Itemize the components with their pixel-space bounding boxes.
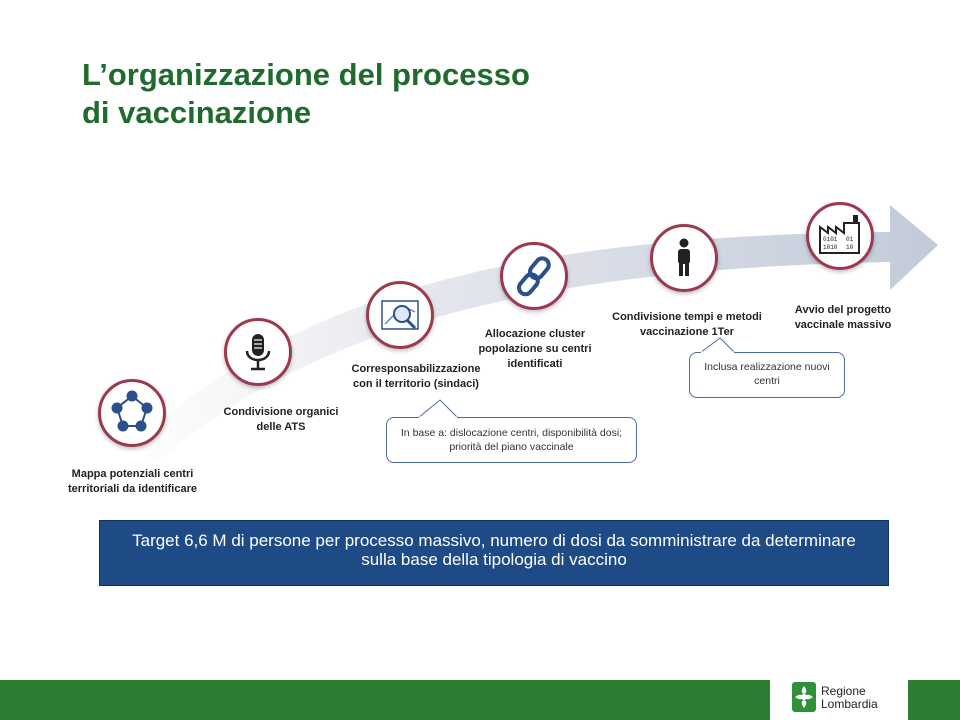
microphone-icon (227, 321, 289, 383)
magnifier-chart-icon (369, 284, 431, 346)
svg-text:10: 10 (846, 244, 854, 251)
svg-text:1010: 1010 (823, 244, 838, 251)
target-banner (99, 520, 889, 586)
step-5-circle (650, 224, 718, 292)
person-icon (653, 227, 715, 289)
callout-basis-text: In base a: dislocazione centri, disponibilità dosi; priorità del piano vaccinale (400, 427, 623, 453)
regione-lombardia-logo (770, 674, 908, 720)
step-3-circle (366, 281, 434, 349)
target-banner-text: Target 6,6 M di persone per processo massivo, numero di dosi da somministrare da determinare sulla base della tipologia di vaccino (132, 531, 856, 569)
step-4-circle (500, 242, 568, 310)
step-1-circle (98, 379, 166, 447)
step-6-circle (806, 202, 874, 270)
title-line-1: L’organizzazione del processo (82, 57, 530, 92)
callout-new-centers (689, 352, 845, 398)
step-2-label: Condivisione organici delle ATS (223, 406, 339, 433)
logo-line-1: Regione (821, 684, 866, 698)
callout-new-centers-text: Inclusa realizzazione nuovi centri (704, 361, 830, 387)
step-3-label: Corresponsabilizzazione con il territorio (sindaci) (351, 363, 481, 390)
factory-icon (809, 205, 871, 267)
step-4-label: Allocazione cluster popolazione su centri identificati (478, 328, 592, 370)
step-6-label: Avvio del progetto vaccinale massivo (794, 304, 892, 331)
rosa-camuna-icon (792, 682, 816, 712)
chain-link-icon (503, 245, 565, 307)
svg-text:0101: 0101 (823, 236, 838, 243)
title-line-2: di vaccinazione (82, 95, 312, 130)
svg-text:01: 01 (846, 236, 854, 243)
callout-basis (386, 417, 637, 463)
step-2-circle (224, 318, 292, 386)
step-5-label: Condivisione tempi e metodi vaccinazione 1Ter (612, 311, 762, 338)
logo-line-2: Lombardia (821, 697, 878, 711)
logo-text (821, 685, 878, 711)
step-1-label: Mappa potenziali centri territoriali da identificare (68, 468, 197, 495)
network-nodes-icon (101, 382, 163, 444)
